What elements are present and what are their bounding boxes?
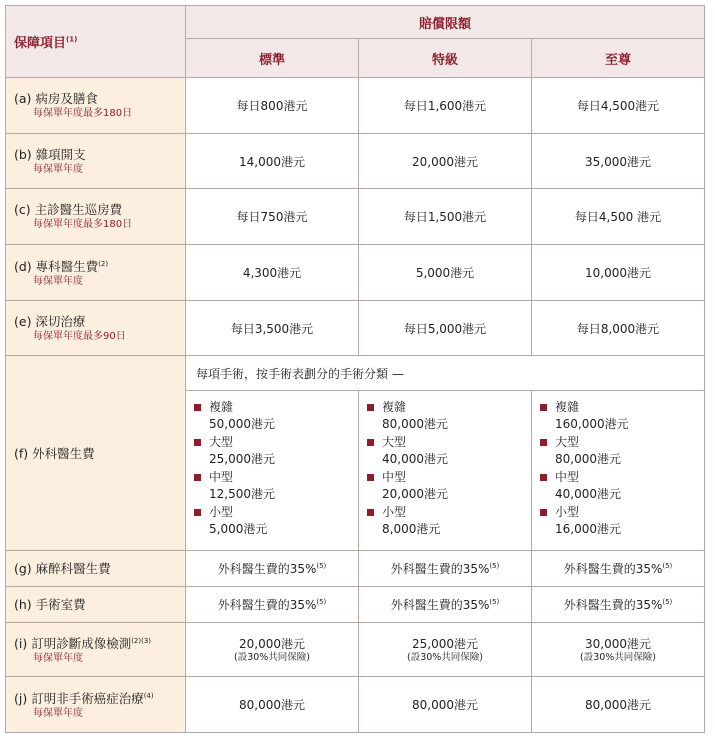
row-sub: 每保單年度 (33, 163, 83, 175)
value-cell (532, 551, 705, 587)
row-item-cell (6, 189, 186, 245)
row-sub: 每保單年度最多180日 (33, 219, 133, 230)
row-label: (a) 病房及膳食 (14, 91, 98, 106)
bullet-icon (367, 404, 374, 411)
value-text: 25,000港元 (412, 637, 478, 651)
surgery-amount: 20,000港元 (382, 486, 448, 501)
value-cell: 4,300港元 (186, 245, 359, 301)
row-item-cell (6, 301, 186, 356)
value-cell (532, 587, 705, 623)
copay-note: (設30%共同保險) (579, 652, 657, 663)
surgery-amount: 40,000港元 (555, 486, 621, 501)
value-cell: 20,000港元 (359, 134, 532, 189)
bullet-icon (194, 474, 201, 481)
surgery-type: 小型 (209, 505, 234, 519)
table-row (6, 301, 705, 356)
row-label: (h) 手術室費 (14, 597, 86, 612)
list-item (367, 399, 531, 432)
table-row (6, 623, 705, 677)
surgery-type: 大型 (209, 435, 234, 449)
bullet-icon (194, 404, 201, 411)
value-cell: 每日4,500港元 (532, 78, 705, 134)
value-text: 30,000港元 (585, 637, 651, 651)
surgery-type: 大型 (555, 435, 580, 449)
surgery-amount: 50,000港元 (209, 416, 275, 431)
value-text: 外科醫生費的35% (390, 598, 490, 612)
list-item (194, 504, 358, 537)
table-row (6, 245, 705, 301)
surgery-amount: 16,000港元 (555, 521, 621, 536)
list-item (367, 504, 531, 537)
surgery-type: 中型 (209, 470, 234, 484)
row-label: (f) 外科醫生費 (14, 445, 95, 461)
bullet-icon (367, 439, 374, 446)
bullet-icon (367, 509, 374, 516)
table-row (6, 134, 705, 189)
value-text: 外科醫生費的35% (563, 562, 663, 576)
value-cell (359, 551, 532, 587)
list-item (540, 399, 704, 432)
value-cell: 10,000港元 (532, 245, 705, 301)
bullet-icon (194, 509, 201, 516)
row-label: (i) 訂明診斷成像檢測 (14, 636, 132, 652)
list-item (367, 434, 531, 467)
list-item (540, 434, 704, 467)
surgery-type: 複雜 (209, 400, 234, 414)
surgery-amount: 80,000港元 (382, 416, 448, 431)
value-cell: 5,000港元 (359, 245, 532, 301)
row-note: (2) (98, 259, 109, 268)
row-label: (c) 主診醫生巡房費 (14, 202, 123, 217)
copay-note: (設30%共同保險) (406, 652, 484, 663)
surgical-intro: 每項手術，按手術表劃分的手術分類 — (186, 356, 705, 391)
tier-prestige-header: 至尊 (532, 39, 705, 78)
bullet-icon (540, 509, 547, 516)
surgery-amount: 8,000港元 (382, 521, 441, 536)
value-cell (186, 587, 359, 623)
row-item-cell (6, 551, 186, 587)
row-item-cell (6, 587, 186, 623)
row-item-cell (6, 245, 186, 301)
value-note: (5) (489, 598, 500, 606)
surgery-amount: 40,000港元 (382, 451, 448, 466)
table-row (6, 78, 705, 134)
surgery-type: 複雜 (382, 400, 407, 414)
surgery-amount: 25,000港元 (209, 451, 275, 466)
value-cell: 每日750港元 (186, 189, 359, 245)
table-row (6, 356, 705, 391)
value-text: 20,000港元 (239, 637, 305, 651)
list-item (194, 469, 358, 502)
value-cell: 每日1,600港元 (359, 78, 532, 134)
surgery-type: 中型 (555, 470, 580, 484)
item-header-note: (1) (66, 35, 78, 44)
value-note: (5) (662, 598, 673, 606)
value-text: 外科醫生費的35% (390, 562, 490, 576)
value-cell: 每日5,000港元 (359, 301, 532, 356)
row-label: (j) 訂明非手術癌症治療 (14, 691, 144, 707)
surgery-type: 小型 (555, 505, 580, 519)
item-header-label: 保障項目 (14, 36, 67, 51)
row-label: (e) 深切治療 (14, 313, 86, 329)
row-sub: 每保單年度 (33, 708, 83, 720)
value-note: (5) (316, 562, 327, 570)
list-item (367, 469, 531, 502)
table-row (6, 189, 705, 245)
surgery-type: 複雜 (555, 400, 580, 414)
surgical-tier-cell (532, 391, 705, 551)
surgery-type: 小型 (382, 505, 407, 519)
list-item (194, 434, 358, 467)
surgical-tier-cell (359, 391, 532, 551)
row-sub: 每保單年度 (33, 653, 83, 665)
value-cell: 每日3,500港元 (186, 301, 359, 356)
value-cell: 每日800港元 (186, 78, 359, 134)
value-cell (186, 623, 359, 677)
bullet-icon (194, 439, 201, 446)
tier-premium-header: 特級 (359, 39, 532, 78)
row-item-cell (6, 356, 186, 551)
surgery-amount: 160,000港元 (555, 416, 629, 431)
value-text: 外科醫生費的35% (563, 598, 663, 612)
surgery-amount: 5,000港元 (209, 521, 268, 536)
list-item (540, 504, 704, 537)
table-row (6, 551, 705, 587)
surgery-amount: 80,000港元 (555, 451, 621, 466)
row-item-cell (6, 623, 186, 677)
table-row (6, 677, 705, 733)
surgery-type: 中型 (382, 470, 407, 484)
surgical-tier-cell (186, 391, 359, 551)
bullet-icon (540, 474, 547, 481)
value-cell: 80,000港元 (532, 677, 705, 733)
bullet-icon (367, 474, 374, 481)
value-cell: 80,000港元 (359, 677, 532, 733)
row-label: (b) 雜項開支 (14, 146, 86, 162)
row-item-cell (6, 134, 186, 189)
value-note: (5) (662, 562, 673, 570)
bullet-icon (540, 439, 547, 446)
list-item (540, 469, 704, 502)
row-note: (4) (143, 691, 154, 700)
value-cell: 14,000港元 (186, 134, 359, 189)
surgery-amount: 12,500港元 (209, 486, 275, 501)
row-label: (g) 麻醉科醫生費 (14, 561, 111, 576)
value-text: 外科醫生費的35% (217, 598, 317, 612)
row-sub: 每保單年度最多180日 (33, 108, 133, 119)
item-column-header (6, 6, 186, 78)
row-sub: 每保單年度最多90日 (33, 330, 126, 342)
bullet-icon (540, 404, 547, 411)
copay-note: (設30%共同保險) (233, 652, 311, 663)
value-cell (532, 623, 705, 677)
value-note: (5) (489, 562, 500, 570)
value-cell: 每日1,500港元 (359, 189, 532, 245)
tier-standard-header: 標準 (186, 39, 359, 78)
row-note: (2)(3) (131, 636, 152, 645)
value-note: (5) (316, 598, 327, 606)
benefit-table (5, 5, 705, 733)
value-cell: 每日4,500 港元 (532, 189, 705, 245)
value-cell (359, 623, 532, 677)
value-cell: 35,000港元 (532, 134, 705, 189)
value-cell: 每日8,000港元 (532, 301, 705, 356)
list-item (194, 399, 358, 432)
limit-header: 賠償限額 (186, 6, 705, 39)
row-label: (d) 專科醫生費 (14, 259, 99, 275)
surgery-type: 大型 (382, 435, 407, 449)
row-sub: 每保單年度 (33, 276, 83, 288)
row-item-cell (6, 78, 186, 134)
value-cell (186, 551, 359, 587)
table-row (6, 587, 705, 623)
value-cell (359, 587, 532, 623)
value-text: 外科醫生費的35% (217, 562, 317, 576)
value-cell: 80,000港元 (186, 677, 359, 733)
row-item-cell (6, 677, 186, 733)
